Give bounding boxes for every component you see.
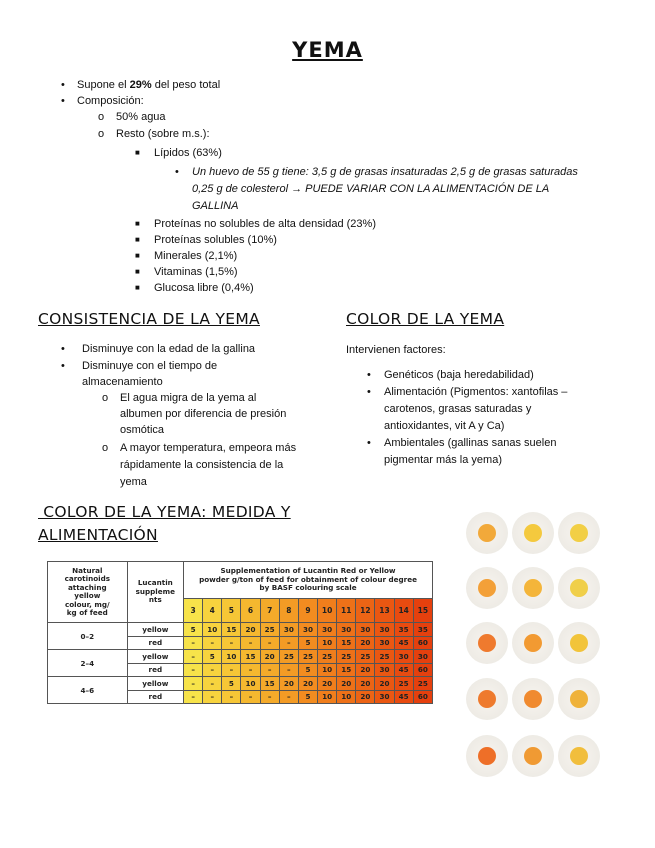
dose-cell: 30 xyxy=(375,690,394,704)
egg-yolk xyxy=(570,690,588,708)
weight-line xyxy=(77,77,220,93)
dose-cell: 5 xyxy=(298,690,317,704)
dose-cell: – xyxy=(203,663,222,677)
color-item-env-1: Ambientales (gallinas sanas suelen xyxy=(384,437,557,449)
color-intro: Intervienen factores: xyxy=(346,344,446,356)
dose-cell: – xyxy=(184,650,203,664)
colour-degree-cell: 5 xyxy=(222,599,241,623)
composition-item: Proteínas solubles (10%) xyxy=(154,234,277,246)
dose-cell: 20 xyxy=(356,677,375,691)
colour-degree-cell: 11 xyxy=(337,599,356,623)
consistency-sub-water-3: osmótica xyxy=(120,424,165,436)
consistency-sub-temp-1: A mayor temperatura, empeora más xyxy=(120,442,297,454)
supplement-type: red xyxy=(127,636,183,650)
supplement-type: yellow xyxy=(127,650,183,664)
colour-degree-cell: 13 xyxy=(375,599,394,623)
egg xyxy=(512,678,554,720)
table-row xyxy=(48,623,433,637)
dose-cell: 30 xyxy=(318,623,337,637)
consistency-sub-water-1: El agua migra de la yema al xyxy=(120,392,257,404)
egg xyxy=(512,567,554,609)
consistency-item-age: Disminuye con la edad de la gallina xyxy=(82,343,256,355)
dose-cell: 60 xyxy=(413,690,432,704)
composition-item: Glucosa libre (0,4%) xyxy=(154,282,254,294)
supplement-type: yellow xyxy=(127,623,183,637)
weight-text-pre: Supone el xyxy=(77,79,130,91)
supplement-type: red xyxy=(127,663,183,677)
supplement-type: yellow xyxy=(127,677,183,691)
egg-yolk xyxy=(478,634,496,652)
dose-cell: 30 xyxy=(375,623,394,637)
square-bullet: ■ xyxy=(135,267,140,276)
square-bullet: ■ xyxy=(135,219,140,228)
egg-fat-line-3: GALLINA xyxy=(192,200,239,212)
dose-cell: 20 xyxy=(356,636,375,650)
egg xyxy=(558,512,600,554)
supplement-type: red xyxy=(127,690,183,704)
consistency-sub-temp-3: yema xyxy=(120,476,147,488)
egg xyxy=(466,567,508,609)
egg-yolk xyxy=(524,634,542,652)
colour-degree-cell: 15 xyxy=(413,599,432,623)
dose-cell: 10 xyxy=(203,623,222,637)
color-item-feed-2: carotenos, grasas saturadas y xyxy=(384,403,532,415)
page-title: YEMA xyxy=(292,38,363,62)
consistency-sub-temp-2: rápidamente la consistencia de la xyxy=(120,459,284,471)
egg-yolk xyxy=(570,634,588,652)
circle-bullet: o xyxy=(102,442,109,454)
dose-cell: 5 xyxy=(222,677,241,691)
egg xyxy=(512,512,554,554)
rest-item: Resto (sobre m.s.): xyxy=(116,128,210,140)
colour-degree-cell: 10 xyxy=(318,599,337,623)
square-bullet: ■ xyxy=(135,283,140,292)
dose-cell: 30 xyxy=(279,623,298,637)
lucantin-supplementation-table xyxy=(47,561,433,704)
consistency-item-storage-1: Disminuye con el tiempo de xyxy=(82,360,218,372)
bullet-dot: • xyxy=(61,343,65,355)
lucantin-header: Lucantin suppleme nts xyxy=(127,562,183,623)
bullet-dot: • xyxy=(61,79,65,91)
bullet-dot: • xyxy=(61,95,65,107)
circle-bullet: o xyxy=(98,111,105,123)
egg xyxy=(466,622,508,664)
table-row xyxy=(48,650,433,664)
egg-yolk xyxy=(478,747,496,765)
dose-cell: 35 xyxy=(394,623,413,637)
dose-cell: 25 xyxy=(279,650,298,664)
dose-cell: 20 xyxy=(356,663,375,677)
dose-cell: 25 xyxy=(356,650,375,664)
square-bullet: ■ xyxy=(135,251,140,260)
colour-degree-cell: 4 xyxy=(203,599,222,623)
dose-cell: – xyxy=(260,636,279,650)
dose-cell: – xyxy=(241,636,260,650)
egg-fat-line-1: Un huevo de 55 g tiene: 3,5 g de grasas insaturadas 2,5 g de grasas saturadas xyxy=(192,166,578,178)
square-bullet: ■ xyxy=(135,235,140,244)
composition-item: Minerales (2,1%) xyxy=(154,250,238,262)
dose-cell: 20 xyxy=(279,677,298,691)
carotinoid-range: 2–4 xyxy=(48,650,128,677)
dose-cell: 30 xyxy=(356,623,375,637)
dose-cell: 30 xyxy=(375,663,394,677)
dose-cell: 30 xyxy=(394,650,413,664)
egg xyxy=(558,678,600,720)
dose-cell: – xyxy=(222,663,241,677)
dose-cell: 45 xyxy=(394,636,413,650)
dose-cell: 15 xyxy=(241,650,260,664)
dose-cell: 10 xyxy=(222,650,241,664)
table-header-row xyxy=(48,562,433,599)
bullet-dot: • xyxy=(367,369,371,381)
dose-cell: 20 xyxy=(298,677,317,691)
dose-cell: 5 xyxy=(298,663,317,677)
consistency-item-storage-2: almacenamiento xyxy=(82,376,163,388)
dose-cell: – xyxy=(260,663,279,677)
dose-cell: 25 xyxy=(375,650,394,664)
dose-cell: 45 xyxy=(394,663,413,677)
color-item-feed-3: antioxidantes, vit A y Ca) xyxy=(384,420,505,432)
carotinoid-range: 4–6 xyxy=(48,677,128,704)
consistency-sub-water-2: albumen por diferencia de presión xyxy=(120,408,287,420)
dose-cell: 60 xyxy=(413,663,432,677)
egg-yolk xyxy=(570,579,588,597)
table-row xyxy=(48,677,433,691)
color-heading: COLOR DE LA YEMA xyxy=(346,310,505,328)
dose-cell: – xyxy=(279,663,298,677)
carotinoid-range: 0–2 xyxy=(48,623,128,650)
dose-cell: 10 xyxy=(318,636,337,650)
bullet-dot: • xyxy=(367,386,371,398)
egg xyxy=(466,678,508,720)
dose-cell: – xyxy=(279,690,298,704)
composition-label: Composición: xyxy=(77,95,144,107)
colour-degree-cell: 6 xyxy=(241,599,260,623)
consistency-heading: CONSISTENCIA DE LA YEMA xyxy=(38,310,260,328)
dose-cell: 30 xyxy=(375,636,394,650)
colour-degree-cell: 7 xyxy=(260,599,279,623)
egg xyxy=(466,512,508,554)
dose-cell: 10 xyxy=(318,690,337,704)
egg-yolk xyxy=(570,747,588,765)
dose-cell: – xyxy=(184,690,203,704)
dose-cell: 25 xyxy=(337,650,356,664)
dose-cell: 15 xyxy=(222,623,241,637)
color-item-feed-1: Alimentación (Pigmentos: xantofilas – xyxy=(384,386,568,398)
circle-bullet: o xyxy=(98,128,105,140)
dose-cell: 20 xyxy=(356,690,375,704)
dose-cell: 25 xyxy=(394,677,413,691)
egg xyxy=(558,567,600,609)
dose-cell: – xyxy=(260,690,279,704)
dose-cell: 10 xyxy=(241,677,260,691)
composition-item: Vitaminas (1,5%) xyxy=(154,266,238,278)
egg-yolk xyxy=(478,524,496,542)
egg-yolk xyxy=(524,747,542,765)
supplementation-header: Supplementation of Lucantin Red or Yellow powder g/ton of feed for obtainment of colour degree by BASF colouring scale xyxy=(184,562,433,599)
dose-cell: 20 xyxy=(318,677,337,691)
dose-cell: – xyxy=(279,636,298,650)
dose-cell: 10 xyxy=(318,663,337,677)
dose-cell: 45 xyxy=(394,690,413,704)
colour-degree-cell: 8 xyxy=(279,599,298,623)
egg-fat-line-2: 0,25 g de colesterol → PUEDE VARIAR CON LA ALIMENTACIÓN DE LA xyxy=(192,183,550,195)
dose-cell: 5 xyxy=(203,650,222,664)
composition-item: Proteínas no solubles de alta densidad (23%) xyxy=(154,218,376,230)
weight-text-post: del peso total xyxy=(151,79,221,91)
dose-cell: 10 xyxy=(337,690,356,704)
egg xyxy=(466,735,508,777)
square-bullet: ■ xyxy=(135,148,140,157)
water-item: 50% agua xyxy=(116,111,166,123)
dose-cell: – xyxy=(203,677,222,691)
egg-yolk xyxy=(570,524,588,542)
dose-cell: 25 xyxy=(413,677,432,691)
dose-cell: 5 xyxy=(184,623,203,637)
natural-carotinoids-header: Natural carotinoids attaching yellow colour, mg/ kg of feed xyxy=(48,562,128,623)
dose-cell: 60 xyxy=(413,636,432,650)
dose-cell: 30 xyxy=(298,623,317,637)
dose-cell: 25 xyxy=(260,623,279,637)
dose-cell: – xyxy=(241,663,260,677)
weight-percent: 29% xyxy=(129,79,152,91)
egg-yolk xyxy=(524,524,542,542)
egg-yolk xyxy=(478,579,496,597)
dose-cell: 35 xyxy=(413,623,432,637)
dose-cell: – xyxy=(184,677,203,691)
bullet-dot: • xyxy=(367,437,371,449)
colour-degree-cell: 3 xyxy=(184,599,203,623)
dose-cell: 25 xyxy=(318,650,337,664)
dose-cell: 30 xyxy=(337,623,356,637)
dose-cell: 15 xyxy=(260,677,279,691)
dose-cell: – xyxy=(241,690,260,704)
dose-cell: 25 xyxy=(298,650,317,664)
color-item-genetic: Genéticos (baja heredabilidad) xyxy=(384,369,534,381)
bullet-dot: • xyxy=(61,360,65,372)
egg-yolk xyxy=(478,690,496,708)
dose-cell: 5 xyxy=(298,636,317,650)
dose-cell: 15 xyxy=(337,636,356,650)
dose-cell: 30 xyxy=(413,650,432,664)
dose-cell: – xyxy=(222,636,241,650)
dose-cell: 15 xyxy=(337,663,356,677)
dose-cell: 20 xyxy=(260,650,279,664)
dose-cell: – xyxy=(184,636,203,650)
measure-heading-line-1: COLOR DE LA YEMA: MEDIDA Y xyxy=(38,503,291,521)
colour-degree-cell: 14 xyxy=(394,599,413,623)
dose-cell: 20 xyxy=(337,677,356,691)
dose-cell: – xyxy=(222,690,241,704)
lipids-item: Lípidos (63%) xyxy=(154,147,222,159)
egg xyxy=(558,735,600,777)
measure-heading-line-2: ALIMENTACIÓN xyxy=(38,526,158,544)
dose-cell: 20 xyxy=(375,677,394,691)
circle-bullet: o xyxy=(102,392,109,404)
egg xyxy=(558,622,600,664)
colour-degree-cell: 12 xyxy=(356,599,375,623)
dose-cell: 20 xyxy=(241,623,260,637)
dose-cell: – xyxy=(203,636,222,650)
egg-yolk xyxy=(524,579,542,597)
bullet-dot: • xyxy=(175,166,179,178)
egg xyxy=(512,622,554,664)
color-item-env-2: pigmentar más la yema) xyxy=(384,454,502,466)
dose-cell: – xyxy=(184,663,203,677)
egg xyxy=(512,735,554,777)
dose-cell: – xyxy=(203,690,222,704)
egg-yolk xyxy=(524,690,542,708)
colour-degree-cell: 9 xyxy=(298,599,317,623)
